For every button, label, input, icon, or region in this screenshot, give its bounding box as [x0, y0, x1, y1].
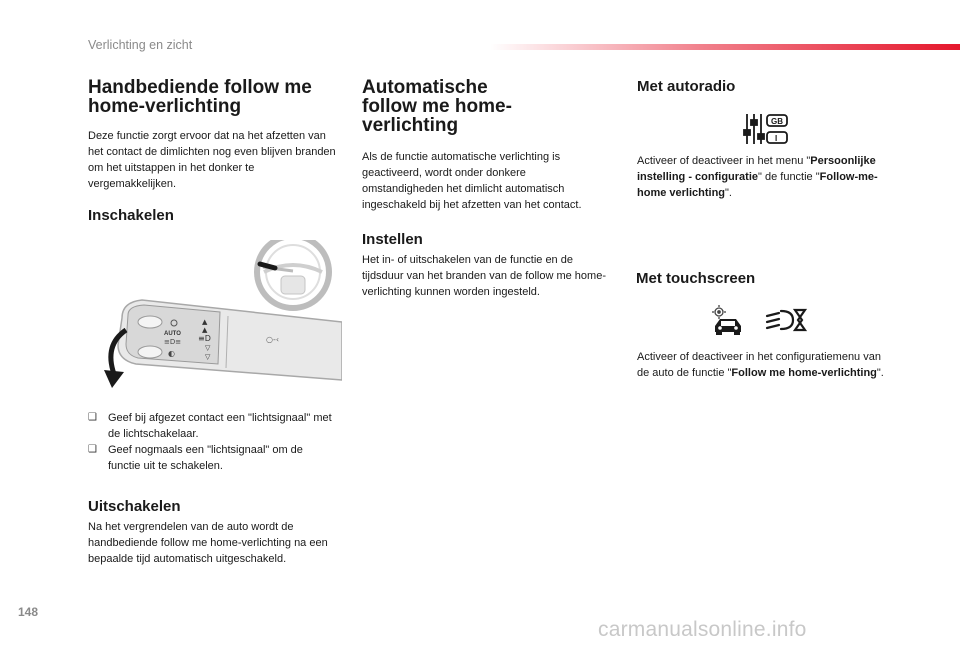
light-stalk-illustration	[88, 240, 342, 390]
svg-text:≡D: ≡D	[198, 334, 211, 343]
svg-text:▽: ▽	[205, 353, 211, 361]
bullet-marker-icon: ❑	[88, 412, 97, 423]
touchscreen-instruction-text: Activeer of deactiveer in het configuratiemenu van de auto de functie "Follow me home-verlichting".	[637, 351, 884, 379]
manual-follow-me-title: Handbediende follow me home-verlichting	[88, 77, 312, 117]
settings-heading: Instellen	[362, 231, 423, 248]
watermark: carmanualsonline.info	[598, 618, 807, 641]
badge-info-label: I	[775, 134, 778, 143]
touchscreen-heading: Met touchscreen	[636, 270, 756, 287]
light-stalk	[118, 300, 342, 380]
column-automatic-follow-me	[362, 78, 612, 300]
activate-bullet-list	[88, 410, 338, 474]
svg-text:≡D≡: ≡D≡	[164, 338, 182, 346]
manual-follow-me-intro: Deze functie zorgt ervoor dat na het afzetten van het contact de dimlichten nog even blijven branden om het uitstappen in het donker te vergemakkelijken.	[88, 130, 336, 190]
svg-text:▲: ▲	[202, 326, 208, 334]
radio-instruction-text: Activeer of deactiveer in het menu "Persoonlijke instelling - configuratie" de functie "Follow-me-home verlichting".	[637, 155, 878, 199]
svg-text:▲: ▲	[202, 318, 208, 326]
column-manual-follow-me	[88, 77, 338, 565]
svg-text:○-‹: ○-‹	[266, 335, 280, 344]
radio-settings-icon	[743, 112, 791, 146]
header-accent-bar	[490, 44, 960, 50]
automatic-follow-me-intro: Als de functie automatische verlichting is geactiveerd, wordt onder donkere omstandigheden het dimlicht automatisch ingeschakeld bij het afzetten van het contact.	[362, 151, 582, 211]
follow-me-home-icon	[765, 308, 807, 334]
automatic-follow-me-title: Automatische follow me home-verlichting	[362, 77, 512, 136]
steering-wheel-icon	[257, 240, 329, 308]
badge-language-label: GB	[771, 117, 783, 126]
column-configuration	[636, 78, 887, 379]
deactivate-heading: Uitschakelen	[88, 498, 181, 515]
svg-text:▽: ▽	[205, 344, 211, 352]
page-number: 148	[18, 605, 39, 619]
activate-heading: Inschakelen	[88, 207, 174, 224]
svg-text:◐: ◐	[168, 349, 175, 358]
list-item: ❑ Geef nogmaals een "lichtsignaal" om de functie uit te schakelen.	[88, 444, 303, 472]
header-section-title: Verlichting en zicht	[88, 38, 193, 52]
deactivate-text: Na het vergrendelen van de auto wordt de handbediende follow me home-verlichting na een bepaalde tijd automatisch uitgeschakeld.	[88, 521, 328, 565]
list-item: ❑ Geef bij afgezet contact een "lichtsignaal" met de lichtschakelaar.	[88, 412, 332, 440]
radio-heading: Met autoradio	[637, 78, 736, 95]
stalk-auto-label: AUTO	[164, 331, 181, 337]
car-settings-icon	[711, 304, 745, 338]
settings-text: Het in- of uitschakelen van de functie en de tijdsduur van het branden van de follow me home-verlichting kunnen worden ingesteld.	[362, 254, 606, 298]
bullet-marker-icon: ❑	[88, 444, 97, 455]
